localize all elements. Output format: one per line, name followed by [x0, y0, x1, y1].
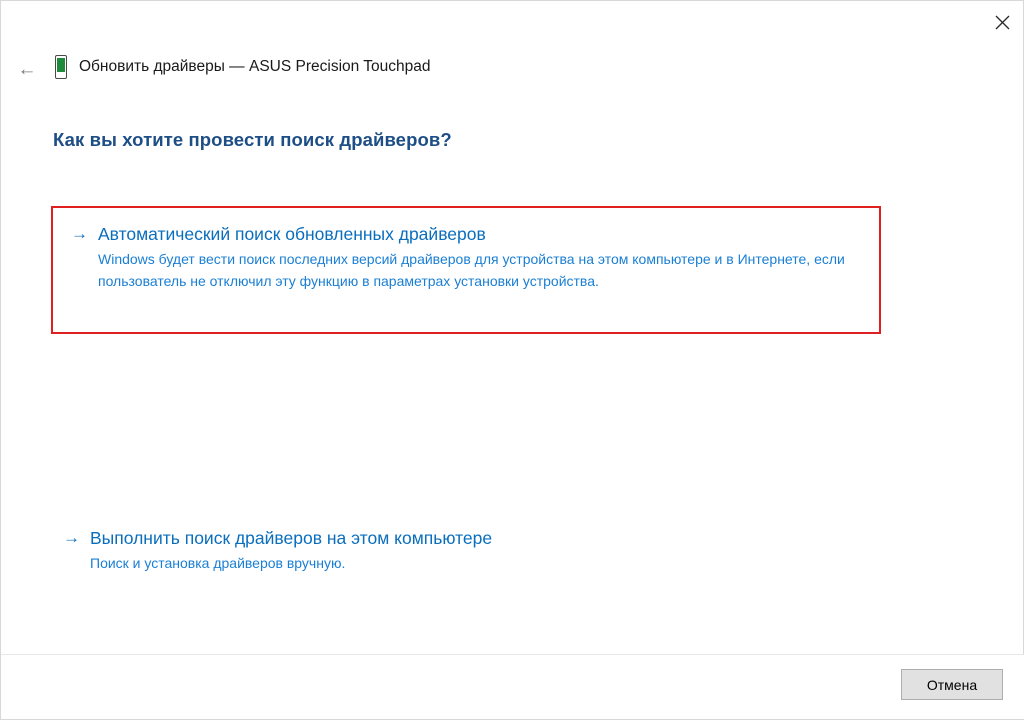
option-automatic-title[interactable]: Автоматический поиск обновленных драйверов [98, 224, 486, 244]
cancel-button[interactable]: Отмена [901, 669, 1003, 700]
page-title: Как вы хотите провести поиск драйверов? [53, 129, 452, 150]
arrow-right-icon: → [71, 224, 88, 243]
arrow-right-icon: → [63, 528, 80, 547]
option-automatic-row[interactable] [71, 222, 861, 246]
back-button[interactable]: ← [17, 58, 37, 80]
option-manual-title[interactable]: Выполнить поиск драйверов на этом компьютере [90, 528, 493, 548]
option-automatic-search[interactable] [51, 206, 881, 334]
option-manual-search[interactable] [63, 526, 863, 574]
option-manual-row[interactable] [63, 526, 863, 550]
option-manual-description: Поиск и установка драйверов вручную. [90, 555, 346, 571]
touchpad-device-icon [53, 55, 69, 79]
close-button[interactable] [979, 1, 1024, 43]
option-automatic-description: Windows будет вести поиск последних версий драйверов для устройства на этом компьютере и в Интернете, если пользователь не отключил эту функцию в параметрах установки устройства. [98, 251, 845, 289]
device-icon-screen [57, 58, 65, 72]
footer-bar [1, 654, 1024, 719]
close-icon [995, 15, 1010, 30]
wizard-title: Обновить драйверы — ASUS Precision Touchpad [79, 58, 431, 75]
title-bar [1, 1, 1024, 43]
wizard-header [53, 55, 431, 79]
